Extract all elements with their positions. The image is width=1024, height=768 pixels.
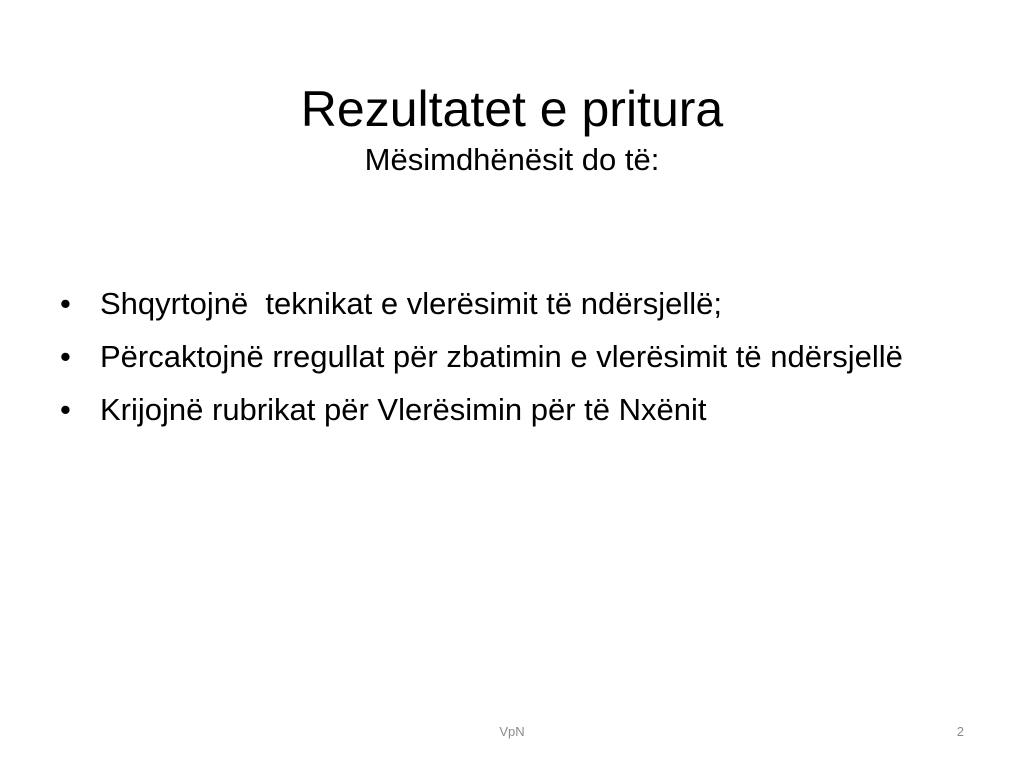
bullet-item bbox=[60, 389, 960, 431]
slide-subtitle: Mësimdhënësit do të: bbox=[364, 142, 660, 177]
bullet-text: Krijojnë rubrikat për Vlerësimin për të Nxënit bbox=[100, 392, 707, 427]
bullet-icon: • bbox=[60, 392, 71, 427]
bullet-icon: • bbox=[60, 339, 71, 374]
bullet-text: Përcaktojnë rregullat për zbatimin e vlerësimit të ndërsjellë bbox=[100, 339, 903, 374]
bullet-text: Shqyrtojnë teknikat e vlerësimit të ndërsjellë; bbox=[100, 286, 723, 321]
bullet-icon: • bbox=[60, 286, 71, 321]
title-block bbox=[0, 78, 1024, 180]
bullet-item bbox=[60, 336, 960, 378]
slide-title: Rezultatet e pritura bbox=[300, 81, 724, 137]
bullet-item bbox=[60, 283, 960, 325]
footer-text: VpN bbox=[499, 724, 525, 739]
page-number: 2 bbox=[956, 724, 964, 739]
bullet-list bbox=[60, 283, 960, 442]
